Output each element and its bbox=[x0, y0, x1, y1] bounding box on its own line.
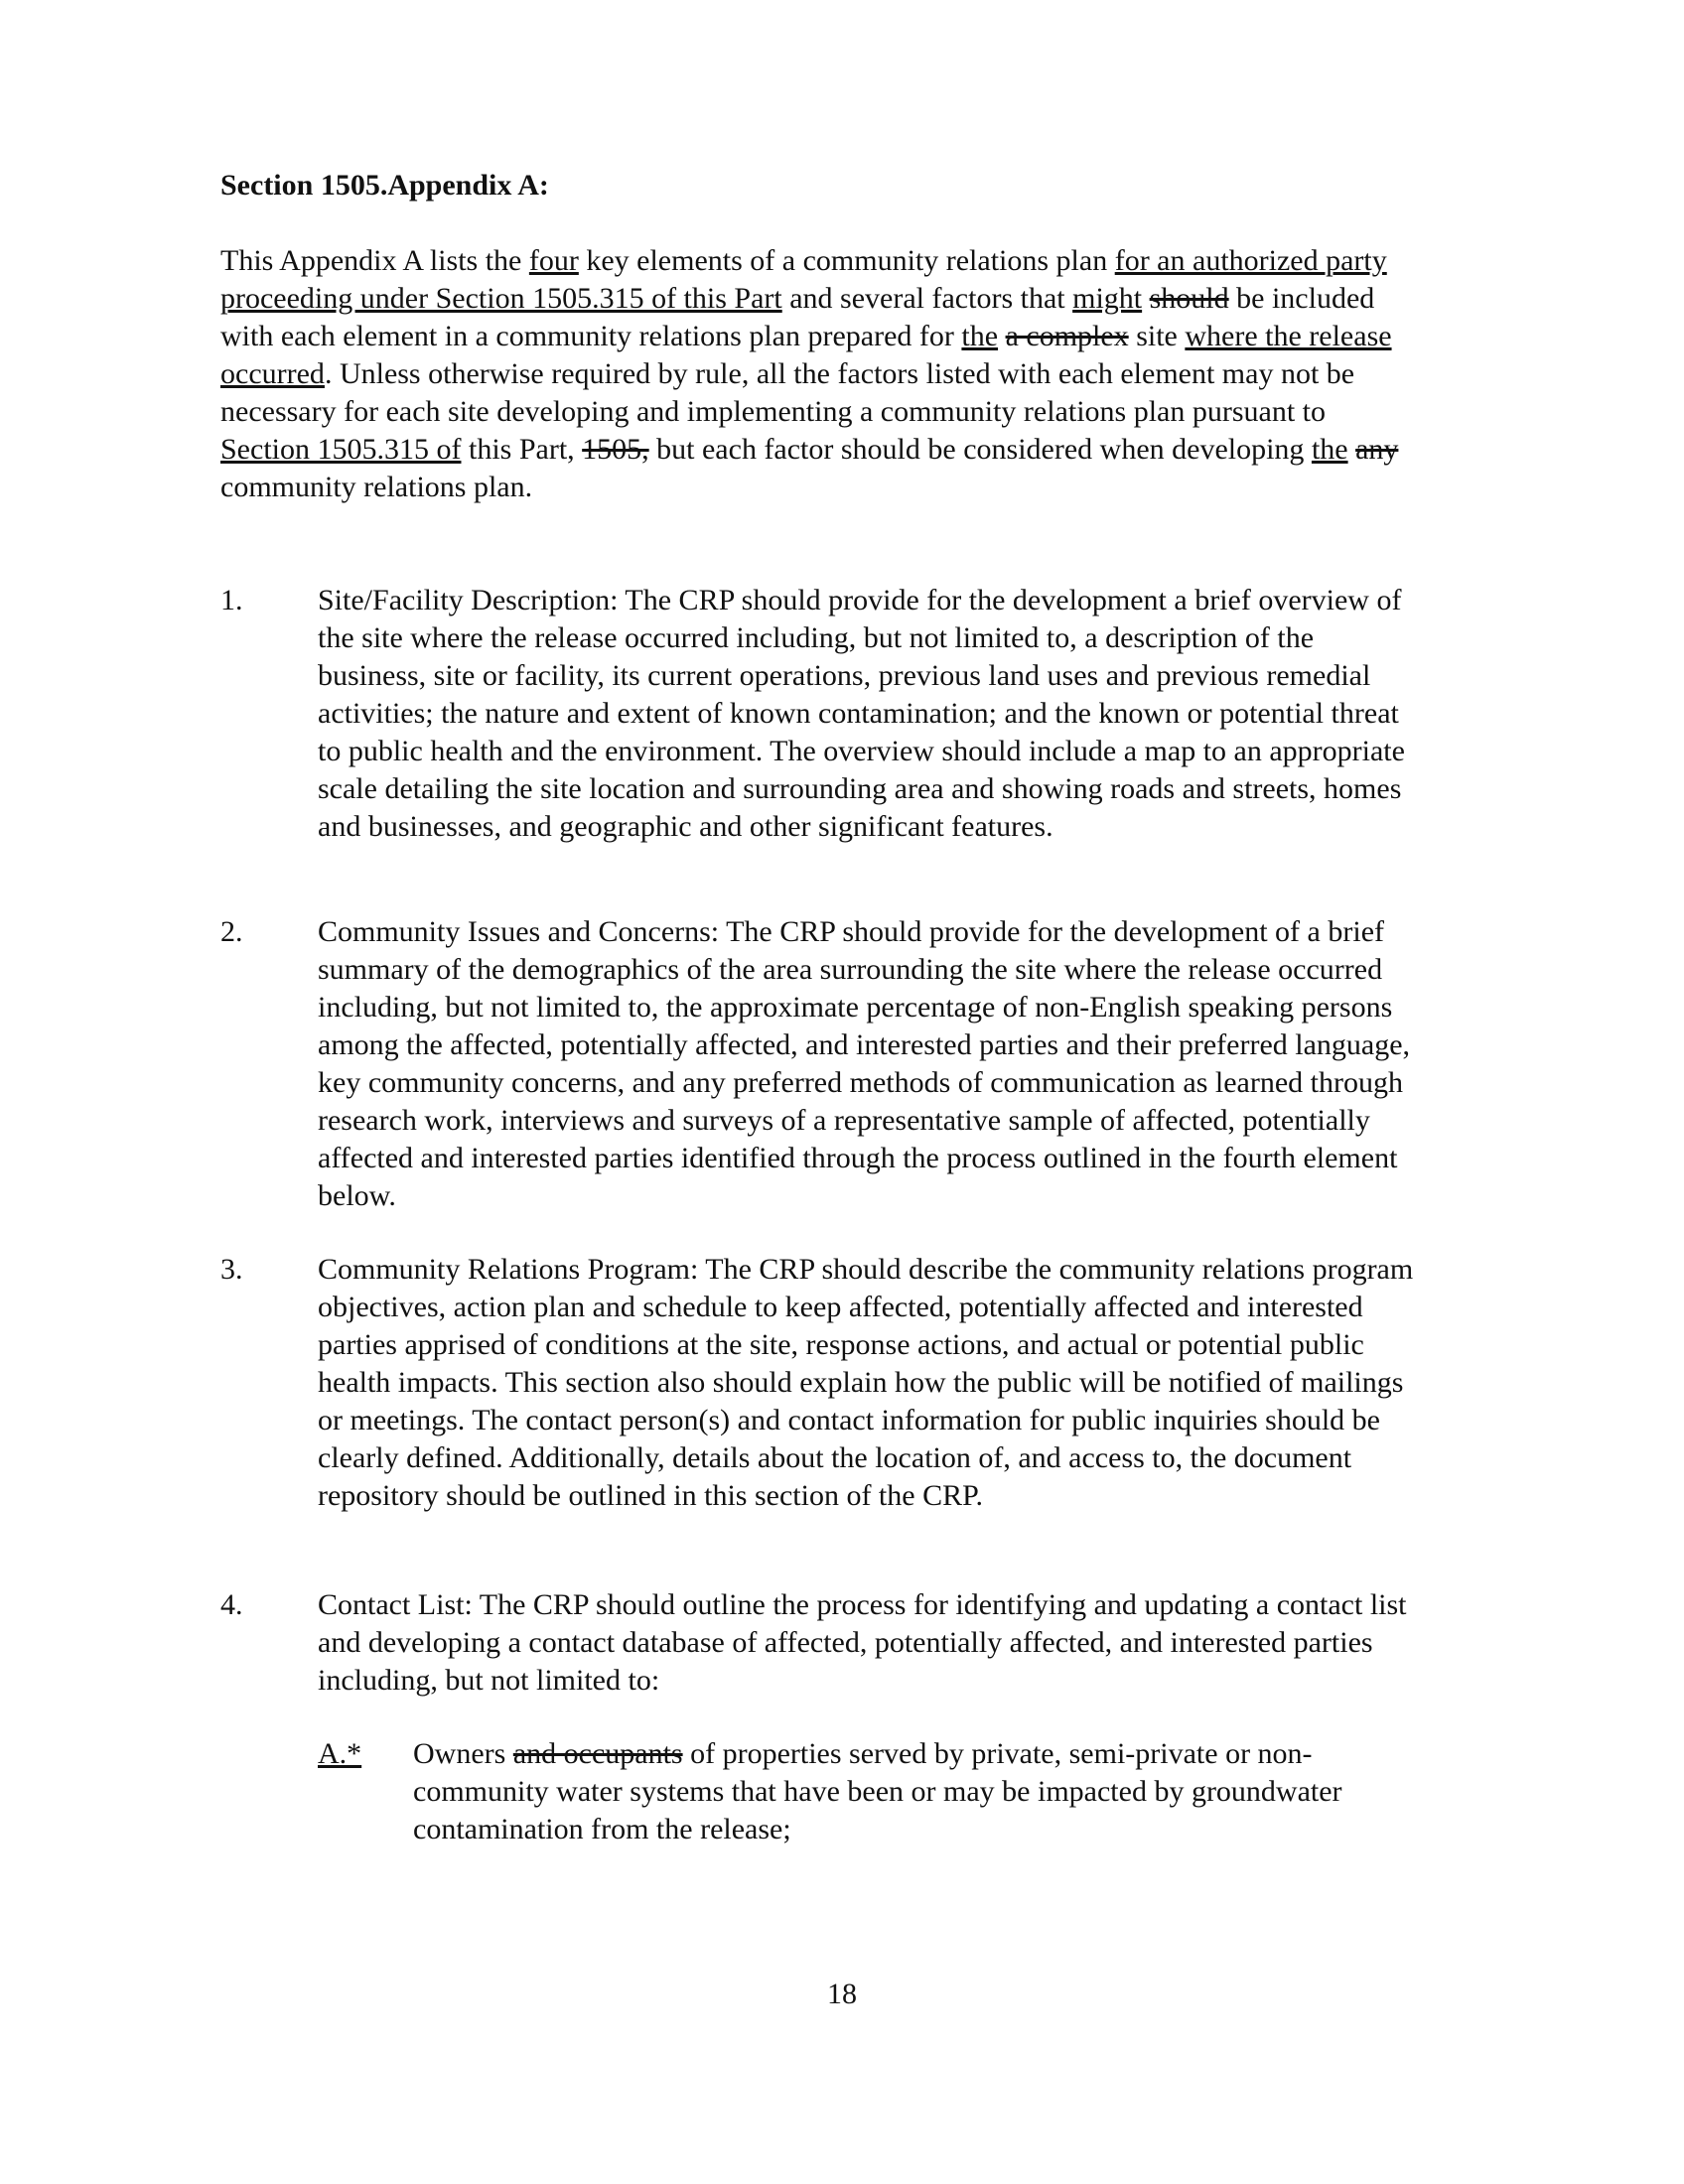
sub-item-text bbox=[413, 1735, 1422, 1848]
item-number: 3. bbox=[220, 1253, 243, 1286]
item-text: Contact List: The CRP should outline the process for identifying and updating a contact list and developing a contact database of affected, potentially affected, and interested parties including, but not limited to: bbox=[318, 1588, 1407, 1697]
intro-text: key elements of a community relations plan bbox=[578, 244, 1115, 277]
intro-text: . Unless otherwise required by rule, all the factors listed with each element may not be necessary for each site developing and implementing a community relations plan pursuant to bbox=[220, 357, 1355, 428]
page-number: 18 bbox=[827, 1978, 857, 2010]
intro-text: this Part, bbox=[461, 433, 583, 466]
item-number: 4. bbox=[220, 1588, 243, 1621]
inserted-text: might bbox=[1072, 282, 1143, 315]
item-number: 1. bbox=[220, 584, 243, 616]
deleted-text: and occupants bbox=[512, 1737, 683, 1770]
deleted-text: any bbox=[1355, 433, 1399, 466]
intro-text: be included with each element in a community relations plan prepared for bbox=[220, 282, 1375, 352]
list-item bbox=[220, 1586, 1422, 1700]
section-heading: Section 1505.Appendix A: bbox=[220, 169, 549, 202]
item-text: Community Relations Program: The CRP should describe the community relations program objectives, action plan and schedule to keep affected, potentially affected and interested parties apprised of conditions at the site, response actions, and actual or potential public health impacts. This section also should explain how the public will be notified of mailings or meetings. The contact person(s) and contact information for public inquiries should be clearly defined. Additionally, details about the location of, and access to, the document repository should be outlined in this section of the CRP. bbox=[318, 1253, 1414, 1512]
inserted-text: the bbox=[1311, 433, 1348, 466]
sub-item-label: A.* bbox=[318, 1737, 362, 1770]
intro-text: but each factor should be considered when developing bbox=[648, 433, 1312, 466]
deleted-text: 1505, bbox=[582, 433, 649, 466]
list-item bbox=[220, 582, 1422, 846]
sub-item-text-part: of properties served by private, semi-private or non-community water systems that have been or may be impacted by groundwater contamination from the release; bbox=[413, 1737, 1342, 1845]
item-number: 2. bbox=[220, 915, 243, 948]
intro-paragraph bbox=[220, 242, 1422, 506]
sub-item-text-part: Owners bbox=[413, 1737, 513, 1770]
deleted-text: a complex bbox=[1005, 320, 1129, 352]
inserted-text: Section 1505.315 of bbox=[220, 433, 462, 466]
sub-list-item bbox=[318, 1735, 1422, 1848]
intro-text: site bbox=[1128, 320, 1186, 352]
intro-text: community relations plan. bbox=[220, 471, 533, 503]
inserted-text: where the release occurred bbox=[220, 320, 1392, 390]
intro-text: This Appendix A lists the bbox=[220, 244, 529, 277]
list-item bbox=[220, 1251, 1422, 1515]
list-item bbox=[220, 913, 1422, 1215]
inserted-text: four bbox=[528, 244, 579, 277]
deleted-text: should bbox=[1149, 282, 1229, 315]
intro-text: and several factors that bbox=[781, 282, 1073, 315]
inserted-text: the bbox=[961, 320, 999, 352]
item-text: Site/Facility Description: The CRP should provide for the development a brief overview of the site where the release occurred including, but not limited to, a description of the business, site or facility, its current operations, previous land uses and previous remedial activities; the nature and extent of known contamination; and the known or potential threat to public health and the environment. The overview should include a map to an appropriate scale detailing the site location and surrounding area and showing roads and streets, homes and businesses, and geographic and other significant features. bbox=[318, 584, 1405, 843]
inserted-text: for an authorized party proceeding under Section 1505.315 of this Part bbox=[220, 244, 1387, 315]
item-text: Community Issues and Concerns: The CRP should provide for the development of a brief summary of the demographics of the area surrounding the site where the release occurred including, but not limited to, the approximate percentage of non-English speaking persons among the affected, potentially affected, and interested parties and their preferred language, key community concerns, and any preferred methods of communication as learned through research work, interviews and surveys of a representative sample of affected, potentially affected and interested parties identified through the process outlined in the fourth element below. bbox=[318, 915, 1411, 1212]
